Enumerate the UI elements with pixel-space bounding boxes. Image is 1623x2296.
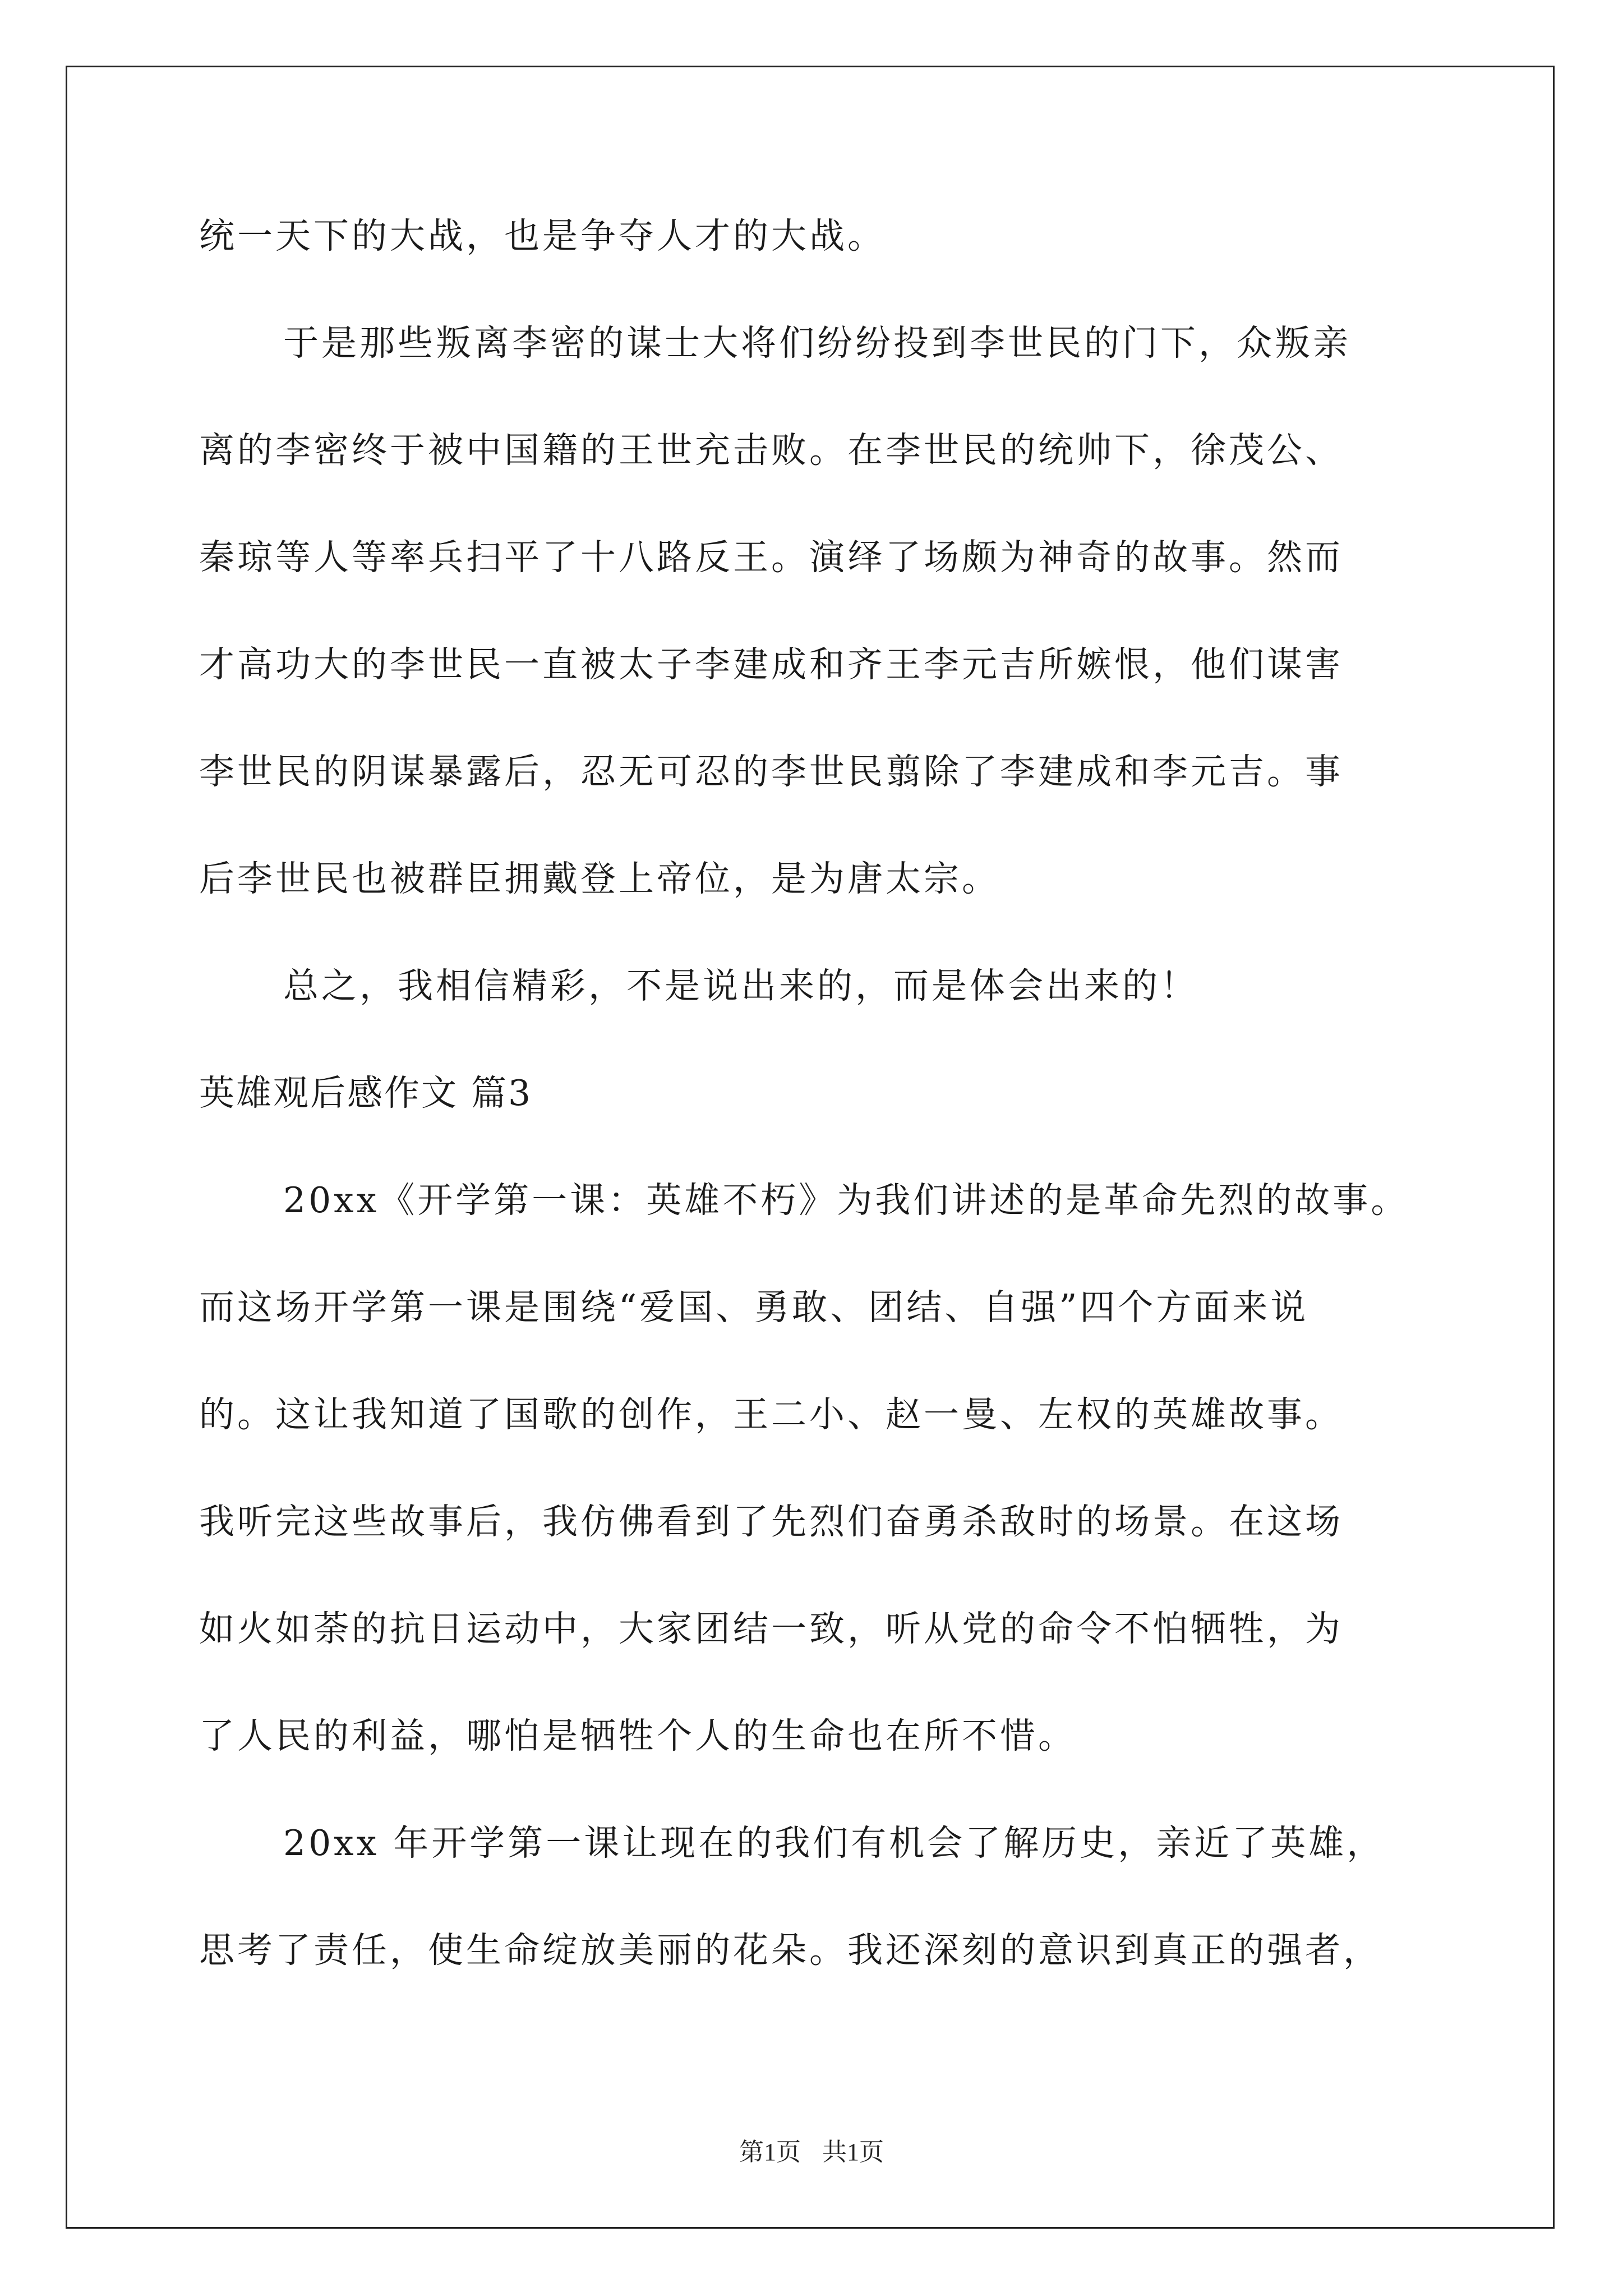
text-line: 而这场开学第一课是围绕“爱国、勇敢、团结、自强”四个方面来说 [199,1287,1309,1328]
text-line: 后李世民也被群臣拥戴登上帝位，是为唐太宗。 [199,858,1000,899]
text-line: 思考了责任，使生命绽放美丽的花朵。我还深刻的意识到真正的强者， [199,1930,1381,1971]
text-line: 统一天下的大战，也是争夺人才的大战。 [199,215,886,256]
text-line: 总之，我相信精彩，不是说出来的，而是体会出来的！ [283,965,1198,1006]
page-total: 共1页 [822,2138,884,2166]
text-line: 了人民的利益，哪怕是牺牲个人的生命也在所不惜。 [199,1715,1076,1756]
text-line: 我听完这些故事后，我仿佛看到了先烈们奋勇杀敌时的场景。在这场 [199,1501,1343,1542]
text-line: 如火如荼的抗日运动中，大家团结一致，听从党的命令不怕牺牲，为 [199,1608,1343,1649]
text-line: 20xx《开学第一课：英雄不朽》为我们讲述的是革命先烈的故事。 [283,1180,1409,1221]
page-footer [0,2132,1623,2168]
text-line: 秦琼等人等率兵扫平了十八路反王。演绎了场颇为神奇的故事。然而 [199,537,1343,578]
text-line: 的。这让我知道了国歌的创作，王二小、赵一曼、左权的英雄故事。 [199,1394,1343,1435]
text-line: 于是那些叛离李密的谋士大将们纷纷投到李世民的门下，众叛亲 [283,323,1351,364]
document-body [199,210,1427,2032]
text-line: 李世民的阴谋暴露后，忍无可忍的李世民翦除了李建成和李元吉。事 [199,751,1343,792]
section-heading: 英雄观后感作文 篇3 [199,1073,533,1114]
text-line: 离的李密终于被中国籍的王世充击败。在李世民的统帅下，徐茂公、 [199,430,1343,471]
text-line: 20xx 年开学第一课让现在的我们有机会了解历史，亲近了英雄， [283,1823,1385,1864]
page-number: 第1页 [739,2138,801,2166]
text-line: 才高功大的李世民一直被太子李建成和齐王李元吉所嫉恨，他们谋害 [199,644,1343,685]
